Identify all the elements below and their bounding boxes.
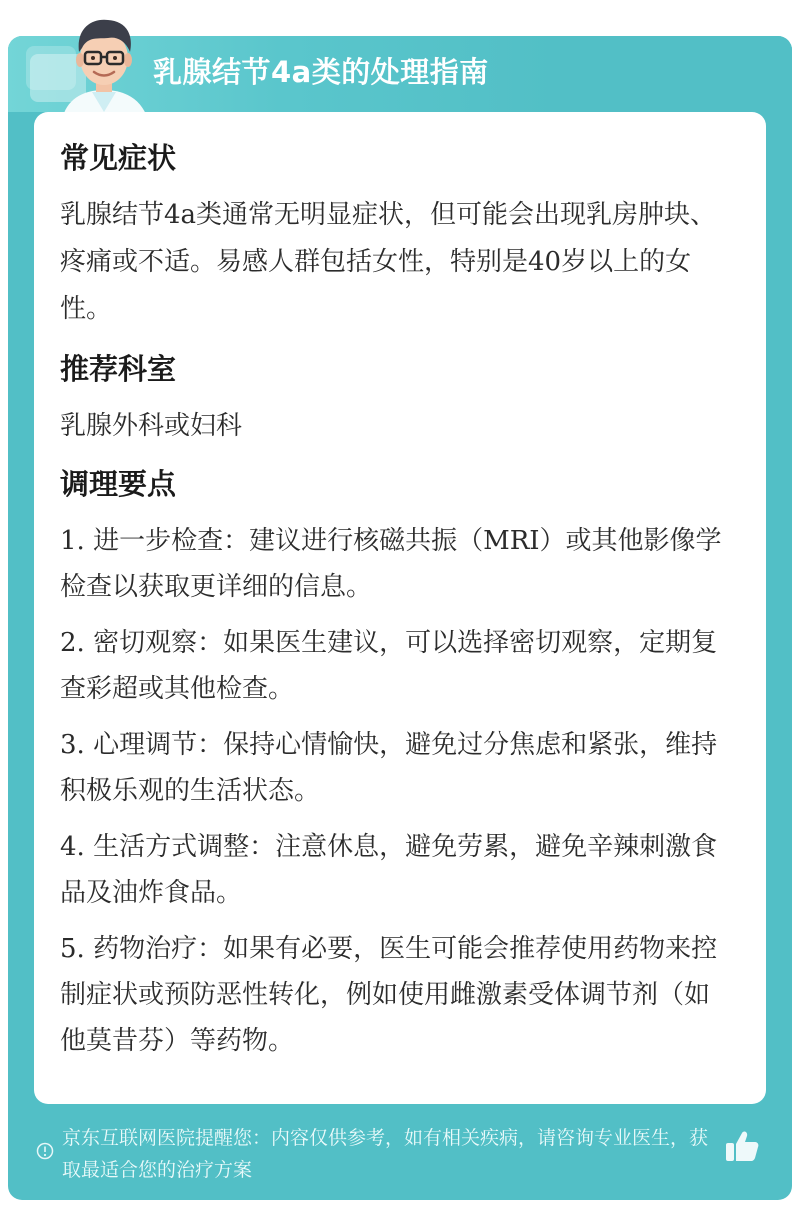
content-card	[34, 112, 766, 1104]
care-item: 3. 心理调节：保持心情愉快，避免过分焦虑和紧张，维持积极乐观的生活状态。	[60, 730, 718, 806]
department-text: 乳腺外科或妇科	[60, 411, 243, 441]
symptoms-text: 乳腺结节4a类通常无明显症状，但可能会出现乳房肿块、疼痛或不适。易感人群包括女性，特别是40岁以上的女性。	[60, 200, 717, 324]
doctor-avatar-icon	[52, 8, 156, 120]
guide-frame	[8, 36, 792, 1200]
care-item: 5. 药物治疗：如果有必要，医生可能会推荐使用药物来控制症状或预防恶性转化，例如使用雌激素受体调节剂（如他莫昔芬）等药物。	[60, 934, 718, 1056]
thumbs-up-icon[interactable]	[724, 1129, 760, 1163]
section-title-care: 调理要点	[60, 467, 177, 501]
footer-notice: 京东互联网医院提醒您：内容仅供参考，如有相关疾病，请咨询专业医生，获取最适合您的治疗方案	[62, 1127, 709, 1181]
care-item: 2. 密切观察：如果医生建议，可以选择密切观察，定期复查彩超或其他检查。	[60, 628, 718, 704]
info-icon	[36, 1142, 54, 1160]
page-title: 乳腺结节4a类的处理指南	[153, 55, 489, 89]
section-title-department: 推荐科室	[60, 352, 177, 386]
care-item: 4. 生活方式调整：注意休息，避免劳累，避免辛辣刺激食品及油炸食品。	[60, 832, 718, 908]
section-title-symptoms: 常见症状	[60, 141, 177, 175]
care-item: 1. 进一步检查：建议进行核磁共振（MRI）或其他影像学检查以获取更详细的信息。	[60, 526, 722, 602]
